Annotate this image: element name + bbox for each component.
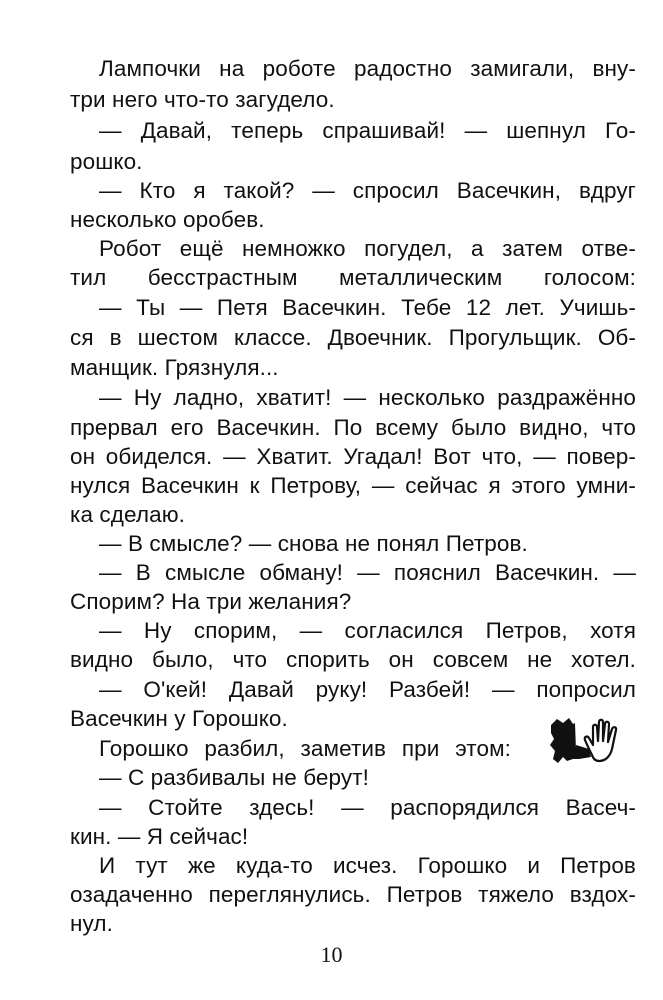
text-line: Лампочки на роботе радостно замигали, вну- [99,56,636,81]
text-line: нулся Васечкин к Петрову, — сейчас я этого умни- [70,473,636,498]
text-line: ся в шестом классе. Двоечник. Прогульщик. Об- [70,325,636,350]
text-line: — С разбивалы не берут! [99,765,370,790]
text-line: нул. [70,911,113,936]
text-line: — О'кей! Давай руку! Разбей! — попросил [99,677,636,702]
text-line: тил бесстрастным металлическим голосом: [70,265,636,290]
text-line: — Стойте здесь! — распорядился Васеч- [99,795,636,820]
text-line: — Ну спорим, — согласился Петров, хотя [99,618,636,643]
text-line: — В смысле? — снова не понял Петров. [99,531,528,556]
text-line: кин. — Я сейчас! [70,824,249,849]
text-line: Робот ещё немножко погудел, а затем отве- [99,236,636,261]
handshake-glove-icon [549,715,633,767]
text-line: видно было, что спорить он совсем не хотел. [70,647,636,672]
text-line: рошко. [70,149,143,174]
text-line: несколько оробев. [70,207,265,232]
text-line: — Ты — Петя Васечкин. Тебе 12 лет. Учишь- [99,295,636,320]
text-line: И тут же куда-то исчез. Горошко и Петров [99,853,636,878]
text-line: ка сделаю. [70,502,186,527]
text-line: Спорим? На три желания? [70,589,352,614]
text-line: — Давай, теперь спрашивай! — шепнул Го- [99,118,636,143]
text-line: три него что-то загудело. [70,87,335,112]
text-line: Васечкин у Горошко. [70,706,288,731]
text-line: прервал его Васечкин. По всему было видно, что [70,415,636,440]
text-line: — Ну ладно, хватит! — несколько раздражённо [99,385,636,410]
text-line: — В смысле обману! — пояснил Васечкин. — [99,560,636,585]
text-line: — Кто я такой? — спросил Васечкин, вдруг [99,178,636,203]
text-line: Горошко разбил, заметив при этом: [99,736,511,761]
text-line: озадаченно переглянулись. Петров тяжело вздох- [70,882,636,907]
text-line: он обиделся. — Хватит. Угадал! Вот что, — повер- [70,444,636,469]
page-number: 10 [320,942,343,967]
text-line: манщик. Грязнуля... [70,355,279,380]
